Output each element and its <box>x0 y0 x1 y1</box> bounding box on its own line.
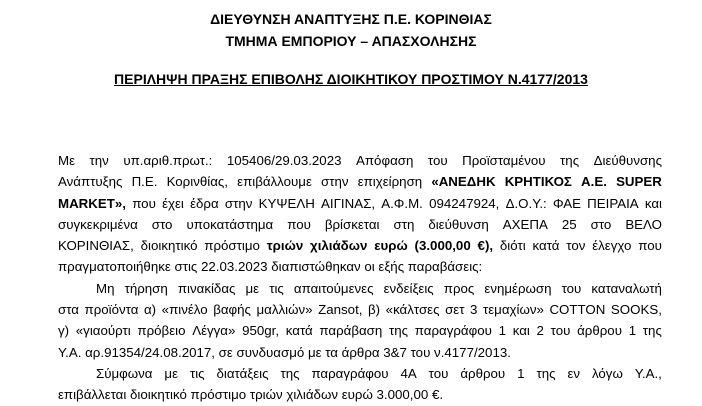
word: «ΑΝΕΔΗΚ <box>431 174 496 190</box>
p3-line-1 <box>58 363 662 384</box>
word: πρόστιμο <box>204 238 260 254</box>
word: του <box>427 153 448 168</box>
word: της <box>280 365 300 381</box>
word: α) <box>143 302 157 318</box>
word: παράβαση <box>319 323 383 339</box>
word: προς <box>443 280 475 296</box>
org-title: ΔΙΕΥΘΥΝΣΗ ΑΝΑΠΤΥΞΗΣ Π.Ε. ΚΟΡΙΝΘΙΑΣ <box>210 11 492 27</box>
word: και <box>512 323 530 339</box>
p1-line-1 <box>58 150 662 171</box>
p2-line-4: Υ.Α. αρ.91354/24.08.2017, σε συνδυασμό με τα άρθρα 3&7 του ν.4177/2013. <box>58 344 511 360</box>
word: 4Α <box>400 365 417 381</box>
word: παραγράφου <box>311 365 389 381</box>
word: Κορινθίας, <box>166 174 228 190</box>
word: ΒΕΛΟ <box>625 216 662 232</box>
word: Υ.Α., <box>634 365 662 381</box>
word: SOOKS, <box>610 302 662 318</box>
word: 1 <box>628 323 637 339</box>
word: της <box>560 153 580 168</box>
document-body <box>58 150 662 406</box>
word: ΦΑΕ <box>552 195 581 211</box>
word: έχει <box>162 195 184 211</box>
word: ΚΡΗΤΙΚΟΣ <box>504 174 572 190</box>
word: του <box>550 323 571 339</box>
word: άρθρου <box>577 323 622 339</box>
word: στο <box>151 216 173 232</box>
p1-line-2 <box>58 171 662 192</box>
word: την <box>89 153 109 168</box>
word: της <box>389 323 409 339</box>
word: €), <box>477 238 494 254</box>
word: επιχείρηση <box>357 174 423 190</box>
word: 2 <box>536 323 544 339</box>
word: προϊόντα <box>84 302 139 318</box>
word: στο <box>590 216 612 232</box>
p2-line-1 <box>58 278 662 299</box>
word: της <box>642 323 662 339</box>
word: Zansot, <box>318 302 363 318</box>
word: 1 <box>517 365 525 381</box>
word: πινακίδας <box>177 280 236 296</box>
word: της <box>536 365 556 381</box>
p1-line-5 <box>58 235 662 256</box>
word: (3.000,00 <box>414 238 471 254</box>
word: υποκατάστημα <box>186 216 274 232</box>
document-title: ΠΕΡΙΛΗΨΗ ΠΡΑΞΗΣ ΕΠΙΒΟΛΗΣ ΔΙΟΙΚΗΤΙΚΟΥ ΠΡΟΣΤΙΜΟΥ Ν.4177/2013 <box>114 71 588 87</box>
word: έλεγχο <box>592 238 632 254</box>
word: ενδείξεις <box>383 280 434 296</box>
p1-line-4 <box>58 214 662 235</box>
word: Δ.Ο.Υ.: <box>505 195 547 211</box>
word: μαλλιών» <box>256 302 313 318</box>
word: ενημέρωση <box>484 280 552 296</box>
word: COTTON <box>549 302 606 318</box>
word: με <box>164 365 179 381</box>
word: εν <box>567 365 581 381</box>
word: απαιτούμενες <box>293 280 374 296</box>
p2-line-3 <box>58 320 662 341</box>
word: υπ.αριθ.πρωτ.: <box>123 153 213 168</box>
word: στα <box>58 302 79 318</box>
word: SUPER <box>616 174 662 190</box>
word: του <box>561 280 582 296</box>
word: τον <box>566 238 586 254</box>
word: Λέγγα» <box>192 323 236 339</box>
word: έδρα <box>190 195 219 211</box>
word: βαφής <box>213 302 251 318</box>
p2-line-2 <box>58 299 662 320</box>
word: Με <box>58 153 76 168</box>
word: 105406/29.03.2023 <box>226 153 342 168</box>
word: άρθρου <box>460 365 506 381</box>
word: τις <box>189 365 205 381</box>
word: παραγράφου <box>414 323 492 339</box>
word: 950gr, <box>242 323 280 339</box>
word: τριών <box>266 238 304 254</box>
word: συγκεκριμένα <box>58 216 138 232</box>
p1-line-3 <box>58 193 662 214</box>
word: διοικητικό <box>140 238 198 254</box>
word: λόγω <box>591 365 623 381</box>
word: 25 <box>561 216 577 232</box>
word: 1 <box>498 323 506 339</box>
word: που <box>638 238 662 254</box>
word: ΠΕΙΡΑΙΑ <box>587 195 639 211</box>
word: MARKET», <box>58 195 126 211</box>
word: Σύμφωνα <box>96 365 153 381</box>
word: στη <box>393 216 415 232</box>
word: Α.Φ.Μ. <box>381 195 423 211</box>
word: Προϊσταμένου <box>462 153 546 168</box>
word: διεύθυνση <box>428 216 489 232</box>
word: «κάλτσες <box>385 302 440 318</box>
word: ευρώ <box>374 238 408 254</box>
p3-line-2: επιβάλλεται διοικητικό πρόστιμο τριών χιλιάδων ευρώ 3.000,00 €. <box>58 387 444 403</box>
word: με <box>245 280 260 296</box>
word: 094247924, <box>429 195 500 211</box>
word: ΑΧΕΠΑ <box>502 216 548 232</box>
word: καταναλωτή <box>591 280 662 296</box>
word: σετ <box>445 302 465 318</box>
word: και <box>644 195 662 211</box>
word: του <box>428 365 449 381</box>
word: χιλιάδων <box>310 238 368 254</box>
word: βρίσκεται <box>324 216 380 232</box>
word: Π.Ε. <box>131 174 158 190</box>
word: κατά <box>285 323 313 339</box>
word: τήρηση <box>124 280 168 296</box>
p1-line-6: πραγματοποιήθηκε στις 22.03.2023 διαπιστώθηκαν οι εξής παραβάσεις: <box>58 259 483 275</box>
word: γ) <box>58 323 70 339</box>
word: ΚΥΨΕΛΗ <box>258 195 315 211</box>
word: που <box>132 195 156 211</box>
word: στην <box>321 174 349 190</box>
word: ΚΟΡΙΝΘΙΑΣ, <box>58 238 134 254</box>
word: β) <box>368 302 381 318</box>
word: κατά <box>532 238 560 254</box>
word: Α.Ε. <box>581 174 607 190</box>
word: Διεύθυνσης <box>593 153 662 168</box>
word: «γιαούρτι <box>75 323 131 339</box>
word: διατάξεις <box>216 365 269 381</box>
word: διότι <box>499 238 526 254</box>
department-title: ΤΜΗΜΑ ΕΜΠΟΡΙΟΥ – ΑΠΑΣΧΟΛΗΣΗΣ <box>225 33 477 49</box>
word: 3 <box>470 302 478 318</box>
word: Μη <box>96 280 115 296</box>
word: τεμαχίων» <box>482 302 544 318</box>
word: «πινέλο <box>161 302 208 318</box>
word: πρόβειο <box>137 323 186 339</box>
word: επιβάλλουμε <box>237 174 312 190</box>
word: στην <box>224 195 253 211</box>
word: τις <box>269 280 284 296</box>
word: που <box>287 216 311 232</box>
word: Απόφαση <box>356 153 414 168</box>
word: ΑΙΓΙΝΑΣ, <box>321 195 376 211</box>
word: Ανάπτυξης <box>58 174 123 190</box>
